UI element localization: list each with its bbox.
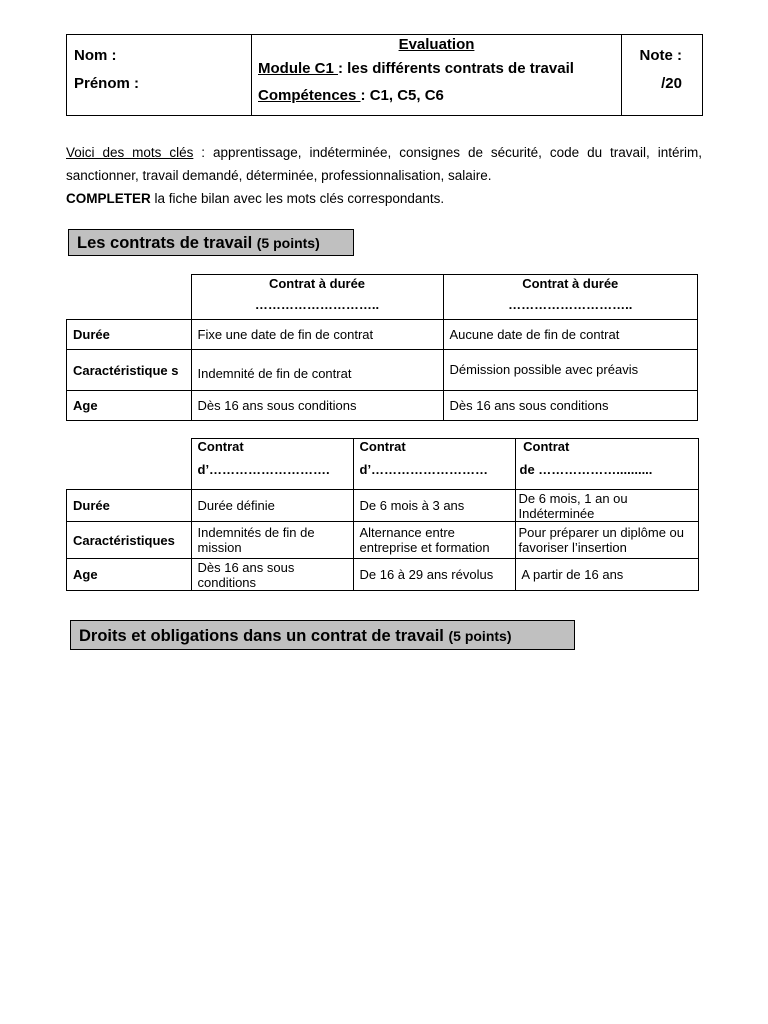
blank-to-fill: d’……………………… xyxy=(359,462,489,477)
note-cell xyxy=(622,35,703,116)
module-line: Module C1 : les différents contrats de travail xyxy=(258,60,574,77)
blank-to-fill: d’………………………. xyxy=(197,462,330,477)
table-row: Age Dès 16 ans sous conditions De 16 à 29 ans révolus A partir de 16 ans xyxy=(67,559,699,591)
blank-to-fill: de ……………….......... xyxy=(519,462,653,477)
instruction-paragraph: COMPLETER la fiche bilan avec les mots clés correspondants. xyxy=(66,191,445,206)
header-table xyxy=(66,34,703,116)
student-identity-cell xyxy=(67,35,252,116)
header-cell: Contrat d’………………………. xyxy=(191,439,353,490)
table-row: Durée Durée définie De 6 mois à 3 ans De 6 mois, 1 an ou Indéterminée xyxy=(67,490,699,522)
note-value: /20 xyxy=(661,75,682,92)
instructions xyxy=(66,141,702,210)
contract-duration-table xyxy=(66,274,698,421)
table-row: Durée Fixe une date de fin de contrat Aucune date de fin de contrat xyxy=(67,320,698,350)
table-row: Age Dès 16 ans sous conditions Dès 16 ans sous conditions xyxy=(67,391,698,421)
header-cell: Contrat à durée ……………………….. xyxy=(191,275,443,320)
header-cell: Contrat à durée ……………………….. xyxy=(443,275,698,320)
table-row: Caractéristique s Indemnité de fin de contrat Démission possible avec préavis xyxy=(67,350,698,391)
blank-to-fill: ……………………….. xyxy=(254,297,380,312)
keywords-paragraph: Voici des mots clés : apprentissage, indéterminée, consignes de sécurité, code du travail, intérim, sanctionner, travail demandé, déterminée, professionnalisation, salaire. xyxy=(66,145,702,183)
section-title-contrats: Les contrats de travail (5 points) xyxy=(68,229,354,256)
table-row: Caractéristiques Indemnités de fin de mission Alternance entre entreprise et formation Pour préparer un diplôme ou favoriser l’insertion xyxy=(67,522,699,559)
blank-to-fill: ……………………….. xyxy=(508,297,633,312)
evaluation-title: Evaluation xyxy=(398,36,475,53)
nom-label: Nom : xyxy=(74,47,117,64)
evaluation-info-cell xyxy=(252,35,622,116)
competences-line: Compétences : C1, C5, C6 xyxy=(258,87,444,104)
prenom-label: Prénom : xyxy=(74,75,140,92)
header-cell: Contrat de ……………….......... xyxy=(515,439,699,490)
section-title-droits: Droits et obligations dans un contrat de travail (5 points) xyxy=(70,620,575,650)
note-label: Note : xyxy=(639,47,682,64)
header-cell: Contrat d’……………………… xyxy=(353,439,515,490)
contract-types-table xyxy=(66,438,699,591)
